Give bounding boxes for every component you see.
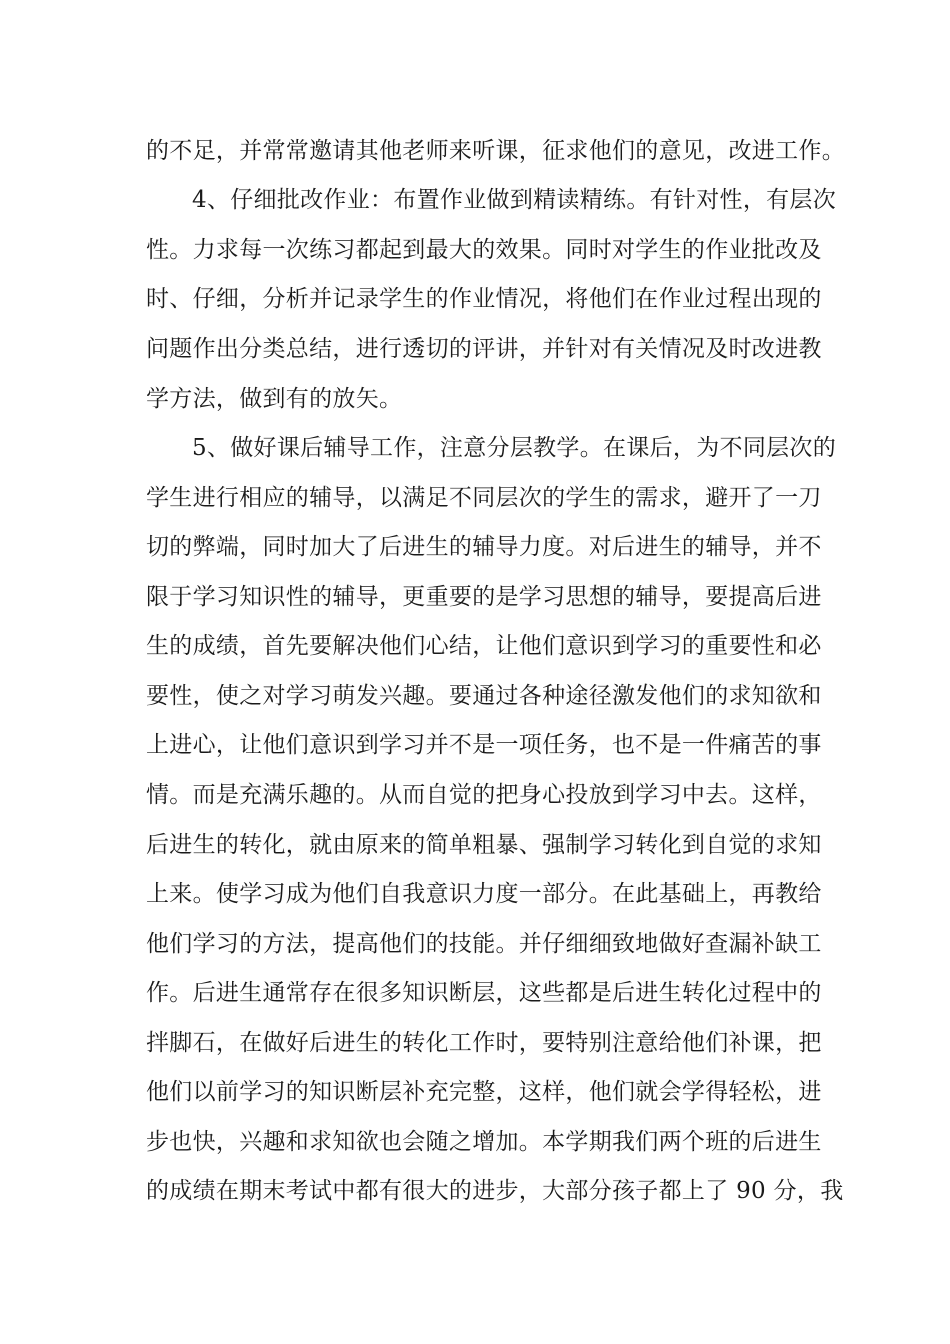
text-line: 问题作出分类总结，进行透切的评讲，并针对有关情况及时改进教 xyxy=(146,336,822,362)
text-line: 时、仔细，分析并记录学生的作业情况，将他们在作业过程出现的 xyxy=(146,286,822,312)
text-line: 的不足，并常常邀请其他老师来听课，征求他们的意见，改进工作。 xyxy=(146,138,845,164)
paragraph-5-start: 5、做好课后辅导工作，注意分层教学。在课后，为不同层次的 xyxy=(192,435,837,461)
text-line: 作。后进生通常存在很多知识断层，这些都是后进生转化过程中的 xyxy=(146,980,822,1006)
text-line: 要性，使之对学习萌发兴趣。要通过各种途径激发他们的求知欲和 xyxy=(146,683,822,709)
text-line: 情。而是充满乐趣的。从而自觉的把身心投放到学习中去。这样， xyxy=(146,782,822,808)
text-line: 拌脚石，在做好后进生的转化工作时，要特别注意给他们补课，把 xyxy=(146,1030,822,1056)
text-line: 他们学习的方法，提高他们的技能。并仔细细致地做好查漏补缺工 xyxy=(146,931,822,957)
text-line: 学生进行相应的辅导，以满足不同层次的学生的需求，避开了一刀 xyxy=(146,485,822,511)
paragraph-4-start: 4、仔细批改作业：布置作业做到精读精练。有针对性，有层次 xyxy=(192,187,837,213)
text-line: 他们以前学习的知识断层补充完整，这样，他们就会学得轻松，进 xyxy=(146,1079,822,1105)
text-line: 步也快，兴趣和求知欲也会随之增加。本学期我们两个班的后进生 xyxy=(146,1129,822,1155)
text-line: 上进心，让他们意识到学习并不是一项任务，也不是一件痛苦的事 xyxy=(146,732,822,758)
text-line: 切的弊端，同时加大了后进生的辅导力度。对后进生的辅导，并不 xyxy=(146,534,822,560)
text-line: 学方法，做到有的放矢。 xyxy=(146,386,403,412)
text-line: 限于学习知识性的辅导，更重要的是学习思想的辅导，要提高后进 xyxy=(146,584,822,610)
text-line: 后进生的转化，就由原来的简单粗暴、强制学习转化到自觉的求知 xyxy=(146,832,822,858)
text-line: 上来。使学习成为他们自我意识力度一部分。在此基础上，再教给 xyxy=(146,881,822,907)
text-line: 性。力求每一次练习都起到最大的效果。同时对学生的作业批改及 xyxy=(146,237,822,263)
text-line: 的成绩在期末考试中都有很大的进步，大部分孩子都上了 90 分，我 xyxy=(146,1178,844,1204)
text-line: 生的成绩，首先要解决他们心结，让他们意识到学习的重要性和必 xyxy=(146,633,822,659)
